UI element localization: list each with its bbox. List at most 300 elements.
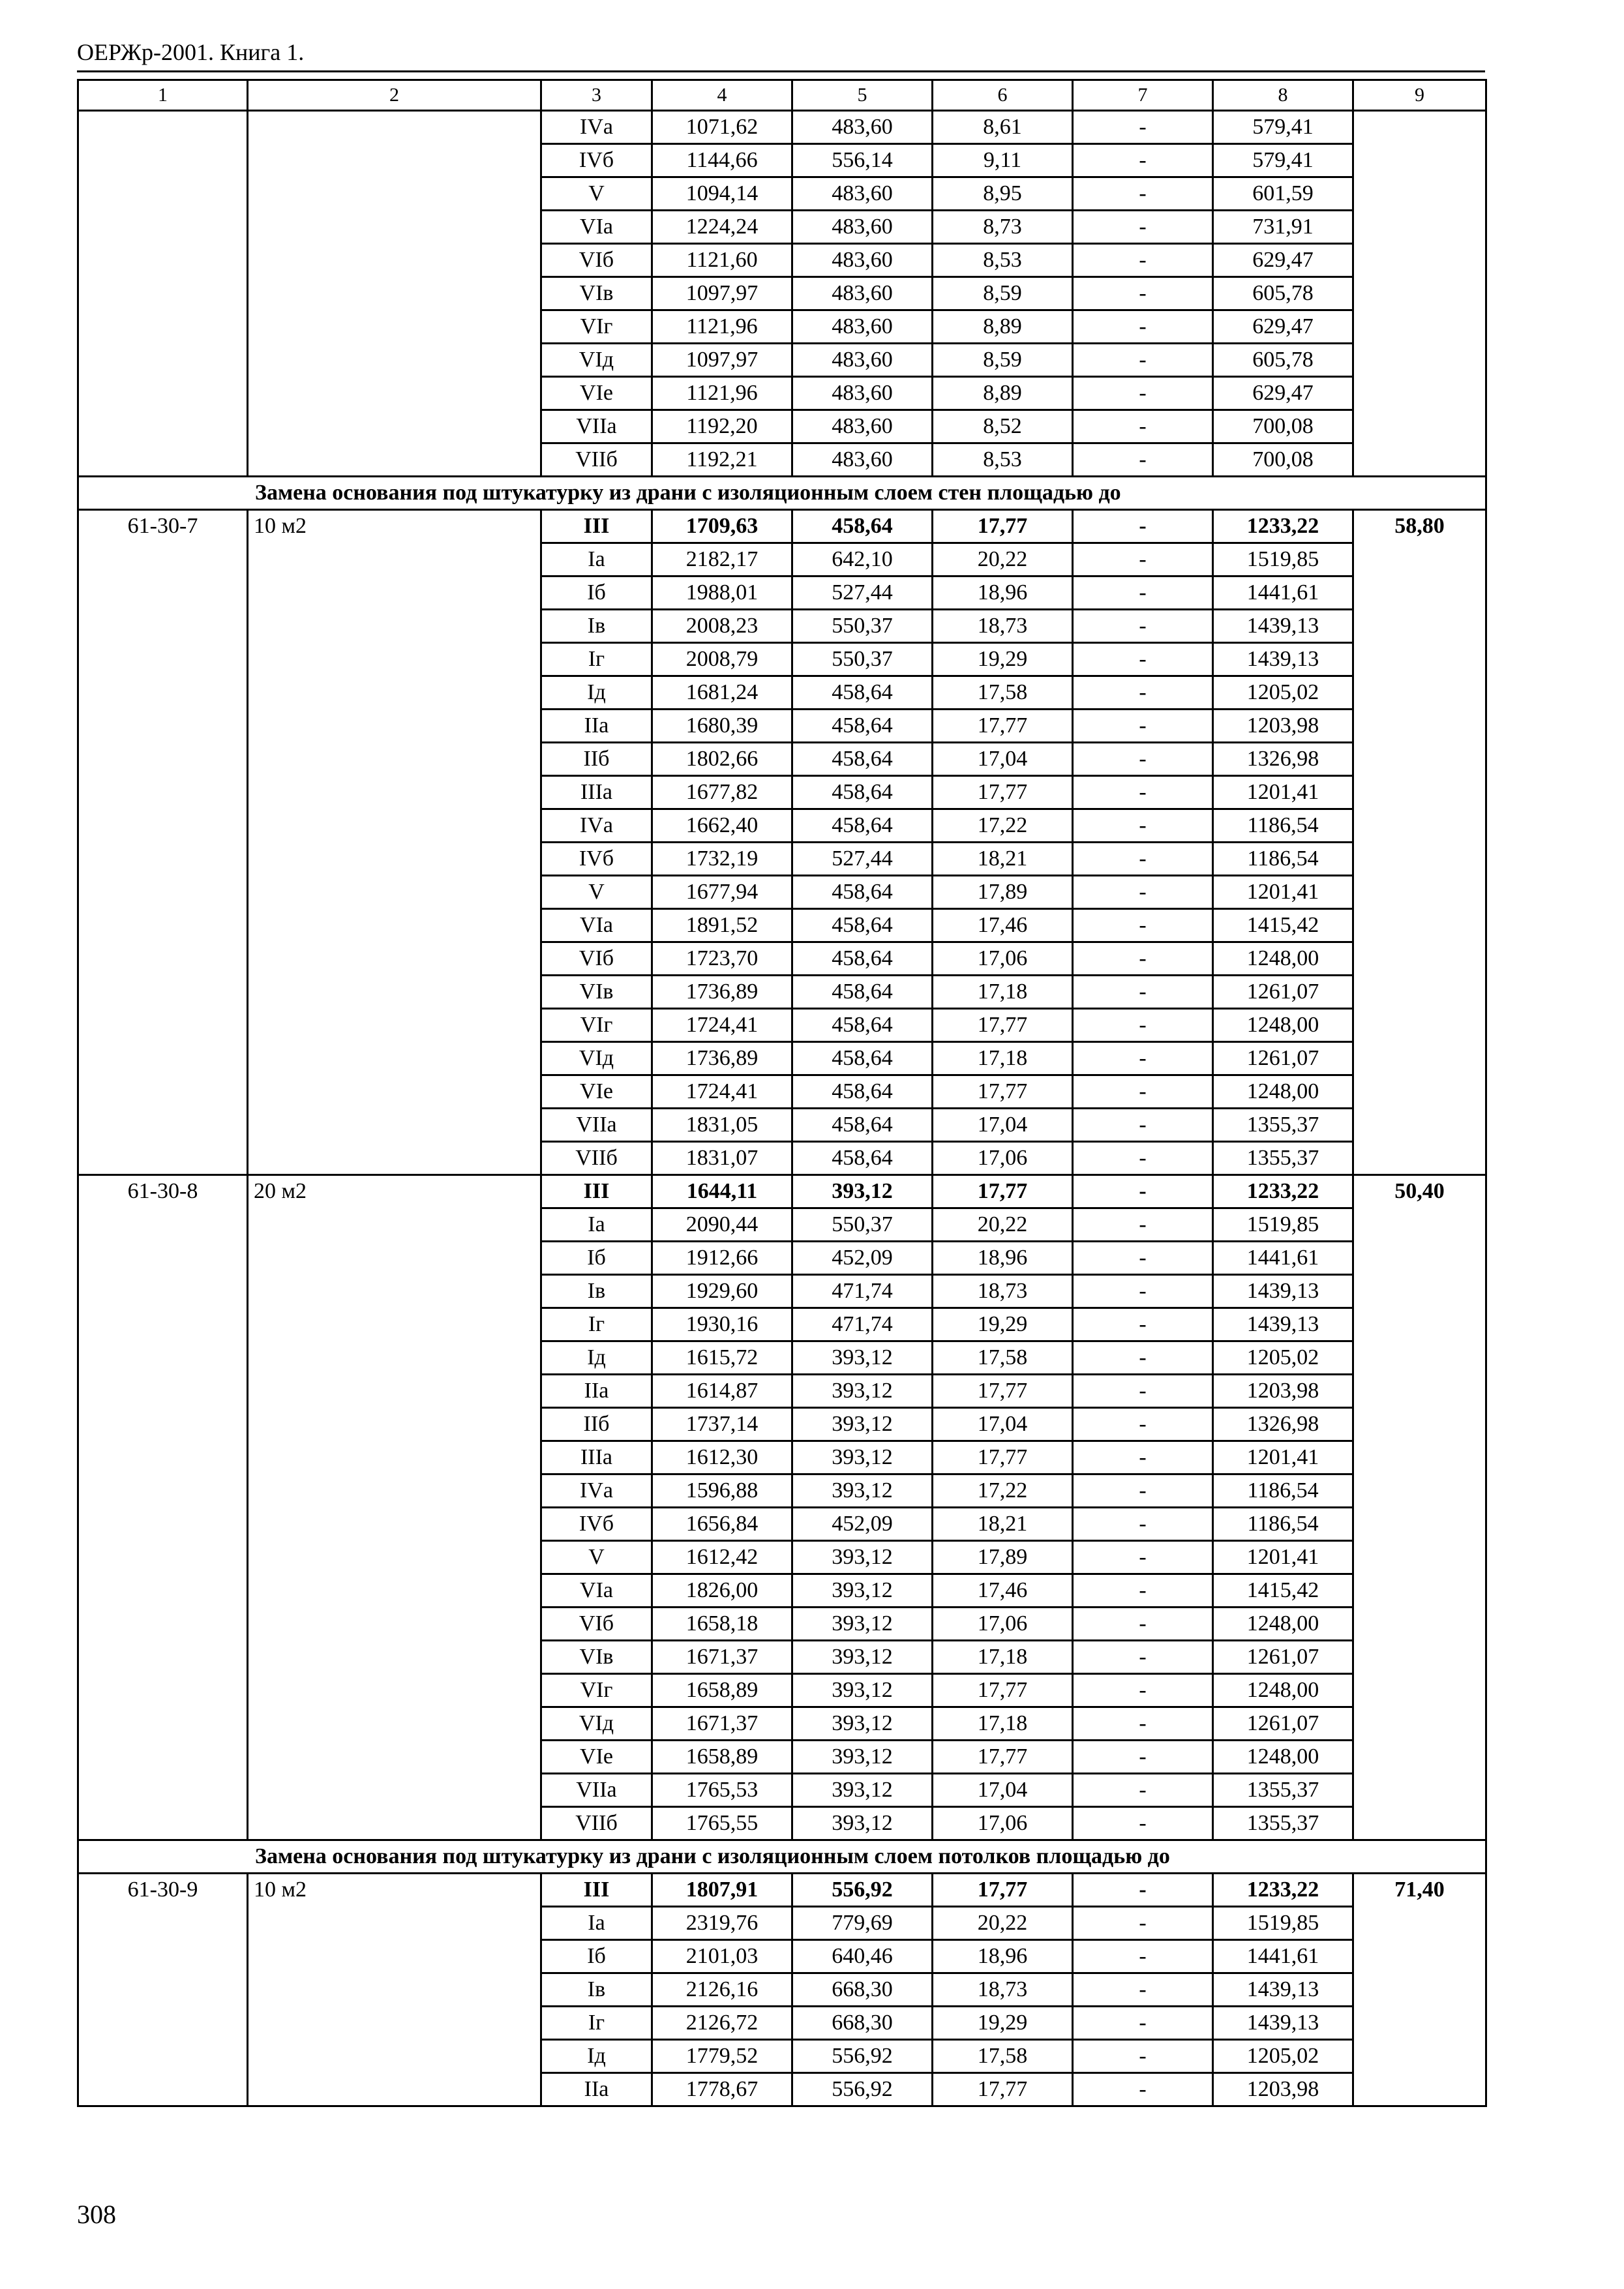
value-cell: 17,77 (933, 1009, 1073, 1042)
zone-cell: V (541, 177, 652, 211)
value-cell: 483,60 (792, 277, 933, 310)
value-cell: 1441,61 (1213, 1242, 1353, 1275)
zone-cell: Iв (541, 1973, 652, 2007)
zone-cell: IVа (541, 1474, 652, 1508)
value-cell: 1519,85 (1213, 1208, 1353, 1242)
value-cell: 1831,07 (652, 1142, 792, 1175)
zone-cell: VIе (541, 1075, 652, 1109)
value-cell: 458,64 (792, 743, 933, 776)
value-cell: 1656,84 (652, 1508, 792, 1541)
value-cell: - (1073, 909, 1213, 942)
zone-cell: VIIб (541, 1807, 652, 1840)
zone-cell: Iв (541, 610, 652, 643)
column-header: 3 (541, 80, 652, 111)
value-cell: - (1073, 1973, 1213, 2007)
zone-cell: Iб (541, 576, 652, 610)
value-cell: 483,60 (792, 310, 933, 344)
zone-cell: VIб (541, 942, 652, 976)
value-cell: 17,18 (933, 976, 1073, 1009)
value-cell: - (1073, 111, 1213, 144)
value-cell: 9,11 (933, 144, 1073, 177)
value-cell: 527,44 (792, 576, 933, 610)
value-cell: 18,96 (933, 576, 1073, 610)
value-cell: 19,29 (933, 643, 1073, 676)
value-cell: 483,60 (792, 211, 933, 244)
zone-cell: VIд (541, 1042, 652, 1075)
value-cell: - (1073, 843, 1213, 876)
zone-cell: VIа (541, 909, 652, 942)
value-cell: 1658,89 (652, 1674, 792, 1707)
rate-code-cell: 61-30-7 (78, 510, 248, 1175)
zone-cell: VIIа (541, 1109, 652, 1142)
value-cell: 471,74 (792, 1308, 933, 1341)
value-cell: 1677,94 (652, 876, 792, 909)
table-row (78, 111, 1486, 144)
value-cell: - (1073, 1375, 1213, 1408)
value-cell: 1144,66 (652, 144, 792, 177)
value-cell: 1248,00 (1213, 1009, 1353, 1042)
value-cell: 731,91 (1213, 211, 1353, 244)
value-cell: 1439,13 (1213, 1973, 1353, 2007)
zone-cell: Iб (541, 1940, 652, 1973)
zone-cell: Iа (541, 543, 652, 576)
value-cell: - (1073, 676, 1213, 710)
value-cell: 471,74 (792, 1275, 933, 1308)
value-cell: 1186,54 (1213, 843, 1353, 876)
value-cell: 393,12 (792, 1574, 933, 1608)
value-cell: 1929,60 (652, 1275, 792, 1308)
unit-cell (248, 111, 541, 477)
value-cell: 1681,24 (652, 676, 792, 710)
value-cell: 19,29 (933, 1308, 1073, 1341)
value-cell: 483,60 (792, 111, 933, 144)
section-title: Замена основания под штукатурку из драни с изоляционным слоем стен площадью до (78, 477, 1486, 510)
value-cell: 1233,22 (1213, 510, 1353, 543)
value-cell: 1519,85 (1213, 1907, 1353, 1940)
value-cell: 17,77 (933, 1075, 1073, 1109)
value-cell: 393,12 (792, 1741, 933, 1774)
value-cell: - (1073, 1907, 1213, 1940)
value-cell: - (1073, 643, 1213, 676)
value-cell: - (1073, 310, 1213, 344)
section-title: Замена основания под штукатурку из драни с изоляционным слоем потолков площадью до (78, 1840, 1486, 1874)
value-cell: - (1073, 377, 1213, 410)
value-cell: - (1073, 1674, 1213, 1707)
value-cell: 393,12 (792, 1474, 933, 1508)
zone-cell: Iа (541, 1208, 652, 1242)
value-cell: 17,22 (933, 1474, 1073, 1508)
value-cell: 17,77 (933, 1741, 1073, 1774)
value-cell: - (1073, 809, 1213, 843)
page-number: 308 (77, 2200, 116, 2229)
value-cell: 605,78 (1213, 344, 1353, 377)
value-cell: 393,12 (792, 1674, 933, 1707)
value-cell: 18,73 (933, 610, 1073, 643)
value-cell: 17,77 (933, 776, 1073, 809)
labor-cost-cell (1353, 111, 1486, 477)
value-cell: 1439,13 (1213, 1308, 1353, 1341)
value-cell: 550,37 (792, 643, 933, 676)
value-cell: 8,61 (933, 111, 1073, 144)
value-cell: - (1073, 410, 1213, 443)
value-cell: 1930,16 (652, 1308, 792, 1341)
zone-cell: VIв (541, 1641, 652, 1674)
value-cell: 1662,40 (652, 809, 792, 843)
value-cell: - (1073, 1741, 1213, 1774)
value-cell: 17,77 (933, 510, 1073, 543)
value-cell: - (1073, 1441, 1213, 1474)
value-cell: 1192,20 (652, 410, 792, 443)
value-cell: - (1073, 1308, 1213, 1341)
value-cell: 629,47 (1213, 310, 1353, 344)
value-cell: 1186,54 (1213, 1508, 1353, 1541)
value-cell: 458,64 (792, 909, 933, 942)
zone-cell: IVб (541, 144, 652, 177)
value-cell: 700,08 (1213, 410, 1353, 443)
value-cell: 1233,22 (1213, 1874, 1353, 1907)
value-cell: 1121,96 (652, 310, 792, 344)
value-cell: 601,59 (1213, 177, 1353, 211)
value-cell: 393,12 (792, 1441, 933, 1474)
value-cell: 1186,54 (1213, 809, 1353, 843)
column-header: 5 (792, 80, 933, 111)
zone-cell: IIIа (541, 1441, 652, 1474)
value-cell: - (1073, 1874, 1213, 1907)
zone-cell: IIа (541, 2073, 652, 2106)
value-cell: - (1073, 1175, 1213, 1208)
value-cell: 17,77 (933, 710, 1073, 743)
column-header: 2 (248, 80, 541, 111)
value-cell: 8,59 (933, 344, 1073, 377)
value-cell: 458,64 (792, 676, 933, 710)
value-cell: 605,78 (1213, 277, 1353, 310)
value-cell: 458,64 (792, 976, 933, 1009)
value-cell: 1736,89 (652, 976, 792, 1009)
value-cell: 17,77 (933, 2073, 1073, 2106)
rate-code-cell: 61-30-8 (78, 1175, 248, 1840)
zone-cell: IIа (541, 710, 652, 743)
value-cell: 8,73 (933, 211, 1073, 244)
zone-cell: VIв (541, 277, 652, 310)
value-cell: 1615,72 (652, 1341, 792, 1375)
value-cell: 1614,87 (652, 1375, 792, 1408)
zone-cell: Iв (541, 1275, 652, 1308)
value-cell: - (1073, 1109, 1213, 1142)
zone-cell: Iг (541, 643, 652, 676)
column-header: 1 (78, 80, 248, 111)
value-cell: 1224,24 (652, 211, 792, 244)
value-cell: - (1073, 144, 1213, 177)
value-cell: 527,44 (792, 843, 933, 876)
value-cell: 483,60 (792, 244, 933, 277)
value-cell: 668,30 (792, 1973, 933, 2007)
labor-cost-cell: 71,40 (1353, 1874, 1486, 2106)
value-cell: 629,47 (1213, 244, 1353, 277)
value-cell: 1596,88 (652, 1474, 792, 1508)
value-cell: 452,09 (792, 1508, 933, 1541)
value-cell: 1737,14 (652, 1408, 792, 1441)
zone-cell: III (541, 1874, 652, 1907)
value-cell: 483,60 (792, 377, 933, 410)
column-header: 9 (1353, 80, 1486, 111)
value-cell: 2182,17 (652, 543, 792, 576)
value-cell: 1201,41 (1213, 876, 1353, 909)
zone-cell: V (541, 876, 652, 909)
value-cell: 1203,98 (1213, 710, 1353, 743)
value-cell: 393,12 (792, 1707, 933, 1741)
value-cell: 1205,02 (1213, 1341, 1353, 1375)
value-cell: 779,69 (792, 1907, 933, 1940)
zone-cell: IVа (541, 809, 652, 843)
value-cell: 19,29 (933, 2007, 1073, 2040)
value-cell: 1205,02 (1213, 2040, 1353, 2073)
value-cell: 458,64 (792, 1142, 933, 1175)
zone-cell: VIIб (541, 1142, 652, 1175)
value-cell: 1326,98 (1213, 743, 1353, 776)
value-cell: 556,92 (792, 2040, 933, 2073)
value-cell: 8,89 (933, 310, 1073, 344)
value-cell: - (1073, 443, 1213, 477)
value-cell: 17,04 (933, 1109, 1073, 1142)
value-cell: 2101,03 (652, 1940, 792, 1973)
value-cell: 642,10 (792, 543, 933, 576)
value-cell: 8,53 (933, 244, 1073, 277)
value-cell: 1723,70 (652, 942, 792, 976)
value-cell: 18,21 (933, 843, 1073, 876)
labor-cost-cell: 50,40 (1353, 1175, 1486, 1840)
value-cell: 1203,98 (1213, 1375, 1353, 1408)
value-cell: 17,18 (933, 1042, 1073, 1075)
value-cell: - (1073, 1474, 1213, 1508)
value-cell: 18,73 (933, 1275, 1073, 1308)
value-cell: 20,22 (933, 1907, 1073, 1940)
value-cell: 2090,44 (652, 1208, 792, 1242)
column-header: 7 (1073, 80, 1213, 111)
value-cell: 458,64 (792, 942, 933, 976)
value-cell: 20,22 (933, 1208, 1073, 1242)
value-cell: 1680,39 (652, 710, 792, 743)
value-cell: 17,06 (933, 942, 1073, 976)
value-cell: - (1073, 211, 1213, 244)
value-cell: 17,04 (933, 1774, 1073, 1807)
value-cell: - (1073, 1574, 1213, 1608)
value-cell: 458,64 (792, 1042, 933, 1075)
value-cell: 1732,19 (652, 843, 792, 876)
value-cell: 1248,00 (1213, 942, 1353, 976)
value-cell: 1261,07 (1213, 976, 1353, 1009)
value-cell: 1826,00 (652, 1574, 792, 1608)
zone-cell: VIIа (541, 410, 652, 443)
value-cell: 1261,07 (1213, 1641, 1353, 1674)
value-cell: 2008,79 (652, 643, 792, 676)
value-cell: - (1073, 2007, 1213, 2040)
value-cell: 1802,66 (652, 743, 792, 776)
value-cell: 550,37 (792, 1208, 933, 1242)
value-cell: 1097,97 (652, 277, 792, 310)
value-cell: 1205,02 (1213, 676, 1353, 710)
value-cell: - (1073, 1707, 1213, 1741)
value-cell: 458,64 (792, 710, 933, 743)
unit-cell: 20 м2 (248, 1175, 541, 1840)
value-cell: 1709,63 (652, 510, 792, 543)
column-header-row (78, 80, 1486, 111)
value-cell: 579,41 (1213, 144, 1353, 177)
value-cell: 1519,85 (1213, 543, 1353, 576)
table-row (78, 1175, 1486, 1208)
value-cell: 8,52 (933, 410, 1073, 443)
value-cell: 1248,00 (1213, 1674, 1353, 1707)
zone-cell: VIд (541, 344, 652, 377)
value-cell: 17,89 (933, 1541, 1073, 1574)
zone-cell: VIIб (541, 443, 652, 477)
value-cell: 17,77 (933, 1375, 1073, 1408)
value-cell: 17,58 (933, 1341, 1073, 1375)
value-cell: 1612,42 (652, 1541, 792, 1574)
header-rule (77, 70, 1485, 72)
value-cell: 1121,60 (652, 244, 792, 277)
zone-cell: VIг (541, 1674, 652, 1707)
value-cell: 393,12 (792, 1807, 933, 1840)
value-cell: 8,53 (933, 443, 1073, 477)
value-cell: 1415,42 (1213, 1574, 1353, 1608)
value-cell: 17,58 (933, 676, 1073, 710)
value-cell: 1831,05 (652, 1109, 792, 1142)
rate-code-cell: 61-30-9 (78, 1874, 248, 2106)
value-cell: 640,46 (792, 1940, 933, 1973)
zone-cell: VIIа (541, 1774, 652, 1807)
value-cell: 1441,61 (1213, 576, 1353, 610)
value-cell: 1355,37 (1213, 1774, 1353, 1807)
zone-cell: Iд (541, 2040, 652, 2073)
value-cell: 458,64 (792, 1075, 933, 1109)
zone-cell: V (541, 1541, 652, 1574)
labor-cost-cell: 58,80 (1353, 510, 1486, 1175)
zone-cell: VIе (541, 377, 652, 410)
value-cell: 1658,89 (652, 1741, 792, 1774)
value-cell: 17,77 (933, 1441, 1073, 1474)
value-cell: - (1073, 1142, 1213, 1175)
value-cell: - (1073, 710, 1213, 743)
value-cell: 18,96 (933, 1242, 1073, 1275)
value-cell: 2126,72 (652, 2007, 792, 2040)
value-cell: 1736,89 (652, 1042, 792, 1075)
value-cell: 1248,00 (1213, 1075, 1353, 1109)
value-cell: 458,64 (792, 1109, 933, 1142)
value-cell: 18,96 (933, 1940, 1073, 1973)
value-cell: 1658,18 (652, 1608, 792, 1641)
zone-cell: Iд (541, 1341, 652, 1375)
zone-cell: VIд (541, 1707, 652, 1741)
zone-cell: III (541, 510, 652, 543)
value-cell: 17,06 (933, 1807, 1073, 1840)
value-cell: - (1073, 576, 1213, 610)
value-cell: 17,22 (933, 809, 1073, 843)
zone-cell: VIг (541, 310, 652, 344)
value-cell: - (1073, 776, 1213, 809)
value-cell: 1248,00 (1213, 1608, 1353, 1641)
value-cell: 1071,62 (652, 111, 792, 144)
value-cell: 550,37 (792, 610, 933, 643)
value-cell: - (1073, 177, 1213, 211)
rate-code-cell (78, 111, 248, 477)
value-cell: 700,08 (1213, 443, 1353, 477)
value-cell: - (1073, 2073, 1213, 2106)
value-cell: 1201,41 (1213, 1441, 1353, 1474)
value-cell: 1326,98 (1213, 1408, 1353, 1441)
value-cell: - (1073, 1275, 1213, 1308)
column-header: 8 (1213, 80, 1353, 111)
value-cell: 1097,97 (652, 344, 792, 377)
value-cell: - (1073, 876, 1213, 909)
value-cell: 458,64 (792, 1009, 933, 1042)
value-cell: - (1073, 1641, 1213, 1674)
value-cell: 1891,52 (652, 909, 792, 942)
value-cell: 393,12 (792, 1541, 933, 1574)
value-cell: 1094,14 (652, 177, 792, 211)
table-row (78, 510, 1486, 543)
value-cell: 1439,13 (1213, 1275, 1353, 1308)
value-cell: 1988,01 (652, 576, 792, 610)
value-cell: 393,12 (792, 1341, 933, 1375)
zone-cell: III (541, 1175, 652, 1208)
value-cell: - (1073, 1508, 1213, 1541)
value-cell: - (1073, 543, 1213, 576)
table-row (78, 1874, 1486, 1907)
value-cell: 1441,61 (1213, 1940, 1353, 1973)
zone-cell: VIа (541, 211, 652, 244)
value-cell: 1439,13 (1213, 610, 1353, 643)
value-cell: 556,92 (792, 1874, 933, 1907)
value-cell: 452,09 (792, 1242, 933, 1275)
value-cell: 17,06 (933, 1608, 1073, 1641)
value-cell: 1671,37 (652, 1707, 792, 1741)
zone-cell: Iб (541, 1242, 652, 1275)
value-cell: 17,46 (933, 1574, 1073, 1608)
section-title-row (78, 477, 1486, 510)
value-cell: 458,64 (792, 809, 933, 843)
value-cell: 1912,66 (652, 1242, 792, 1275)
value-cell: - (1073, 1208, 1213, 1242)
zone-cell: Iг (541, 1308, 652, 1341)
value-cell: 17,06 (933, 1142, 1073, 1175)
value-cell: 1355,37 (1213, 1109, 1353, 1142)
value-cell: 556,92 (792, 2073, 933, 2106)
value-cell: 17,04 (933, 1408, 1073, 1441)
value-cell: 458,64 (792, 776, 933, 809)
value-cell: 458,64 (792, 510, 933, 543)
value-cell: - (1073, 277, 1213, 310)
value-cell: 1612,30 (652, 1441, 792, 1474)
zone-cell: IVб (541, 843, 652, 876)
value-cell: 1355,37 (1213, 1142, 1353, 1175)
value-cell: 393,12 (792, 1774, 933, 1807)
value-cell: - (1073, 1009, 1213, 1042)
value-cell: 2008,23 (652, 610, 792, 643)
value-cell: - (1073, 244, 1213, 277)
column-header: 4 (652, 80, 792, 111)
value-cell: - (1073, 1042, 1213, 1075)
value-cell: 1248,00 (1213, 1741, 1353, 1774)
value-cell: - (1073, 942, 1213, 976)
value-cell: 17,18 (933, 1641, 1073, 1674)
value-cell: 483,60 (792, 177, 933, 211)
value-cell: 20,22 (933, 543, 1073, 576)
value-cell: 1203,98 (1213, 2073, 1353, 2106)
value-cell: 1765,55 (652, 1807, 792, 1840)
value-cell: - (1073, 2040, 1213, 2073)
value-cell: - (1073, 1341, 1213, 1375)
value-cell: 483,60 (792, 344, 933, 377)
